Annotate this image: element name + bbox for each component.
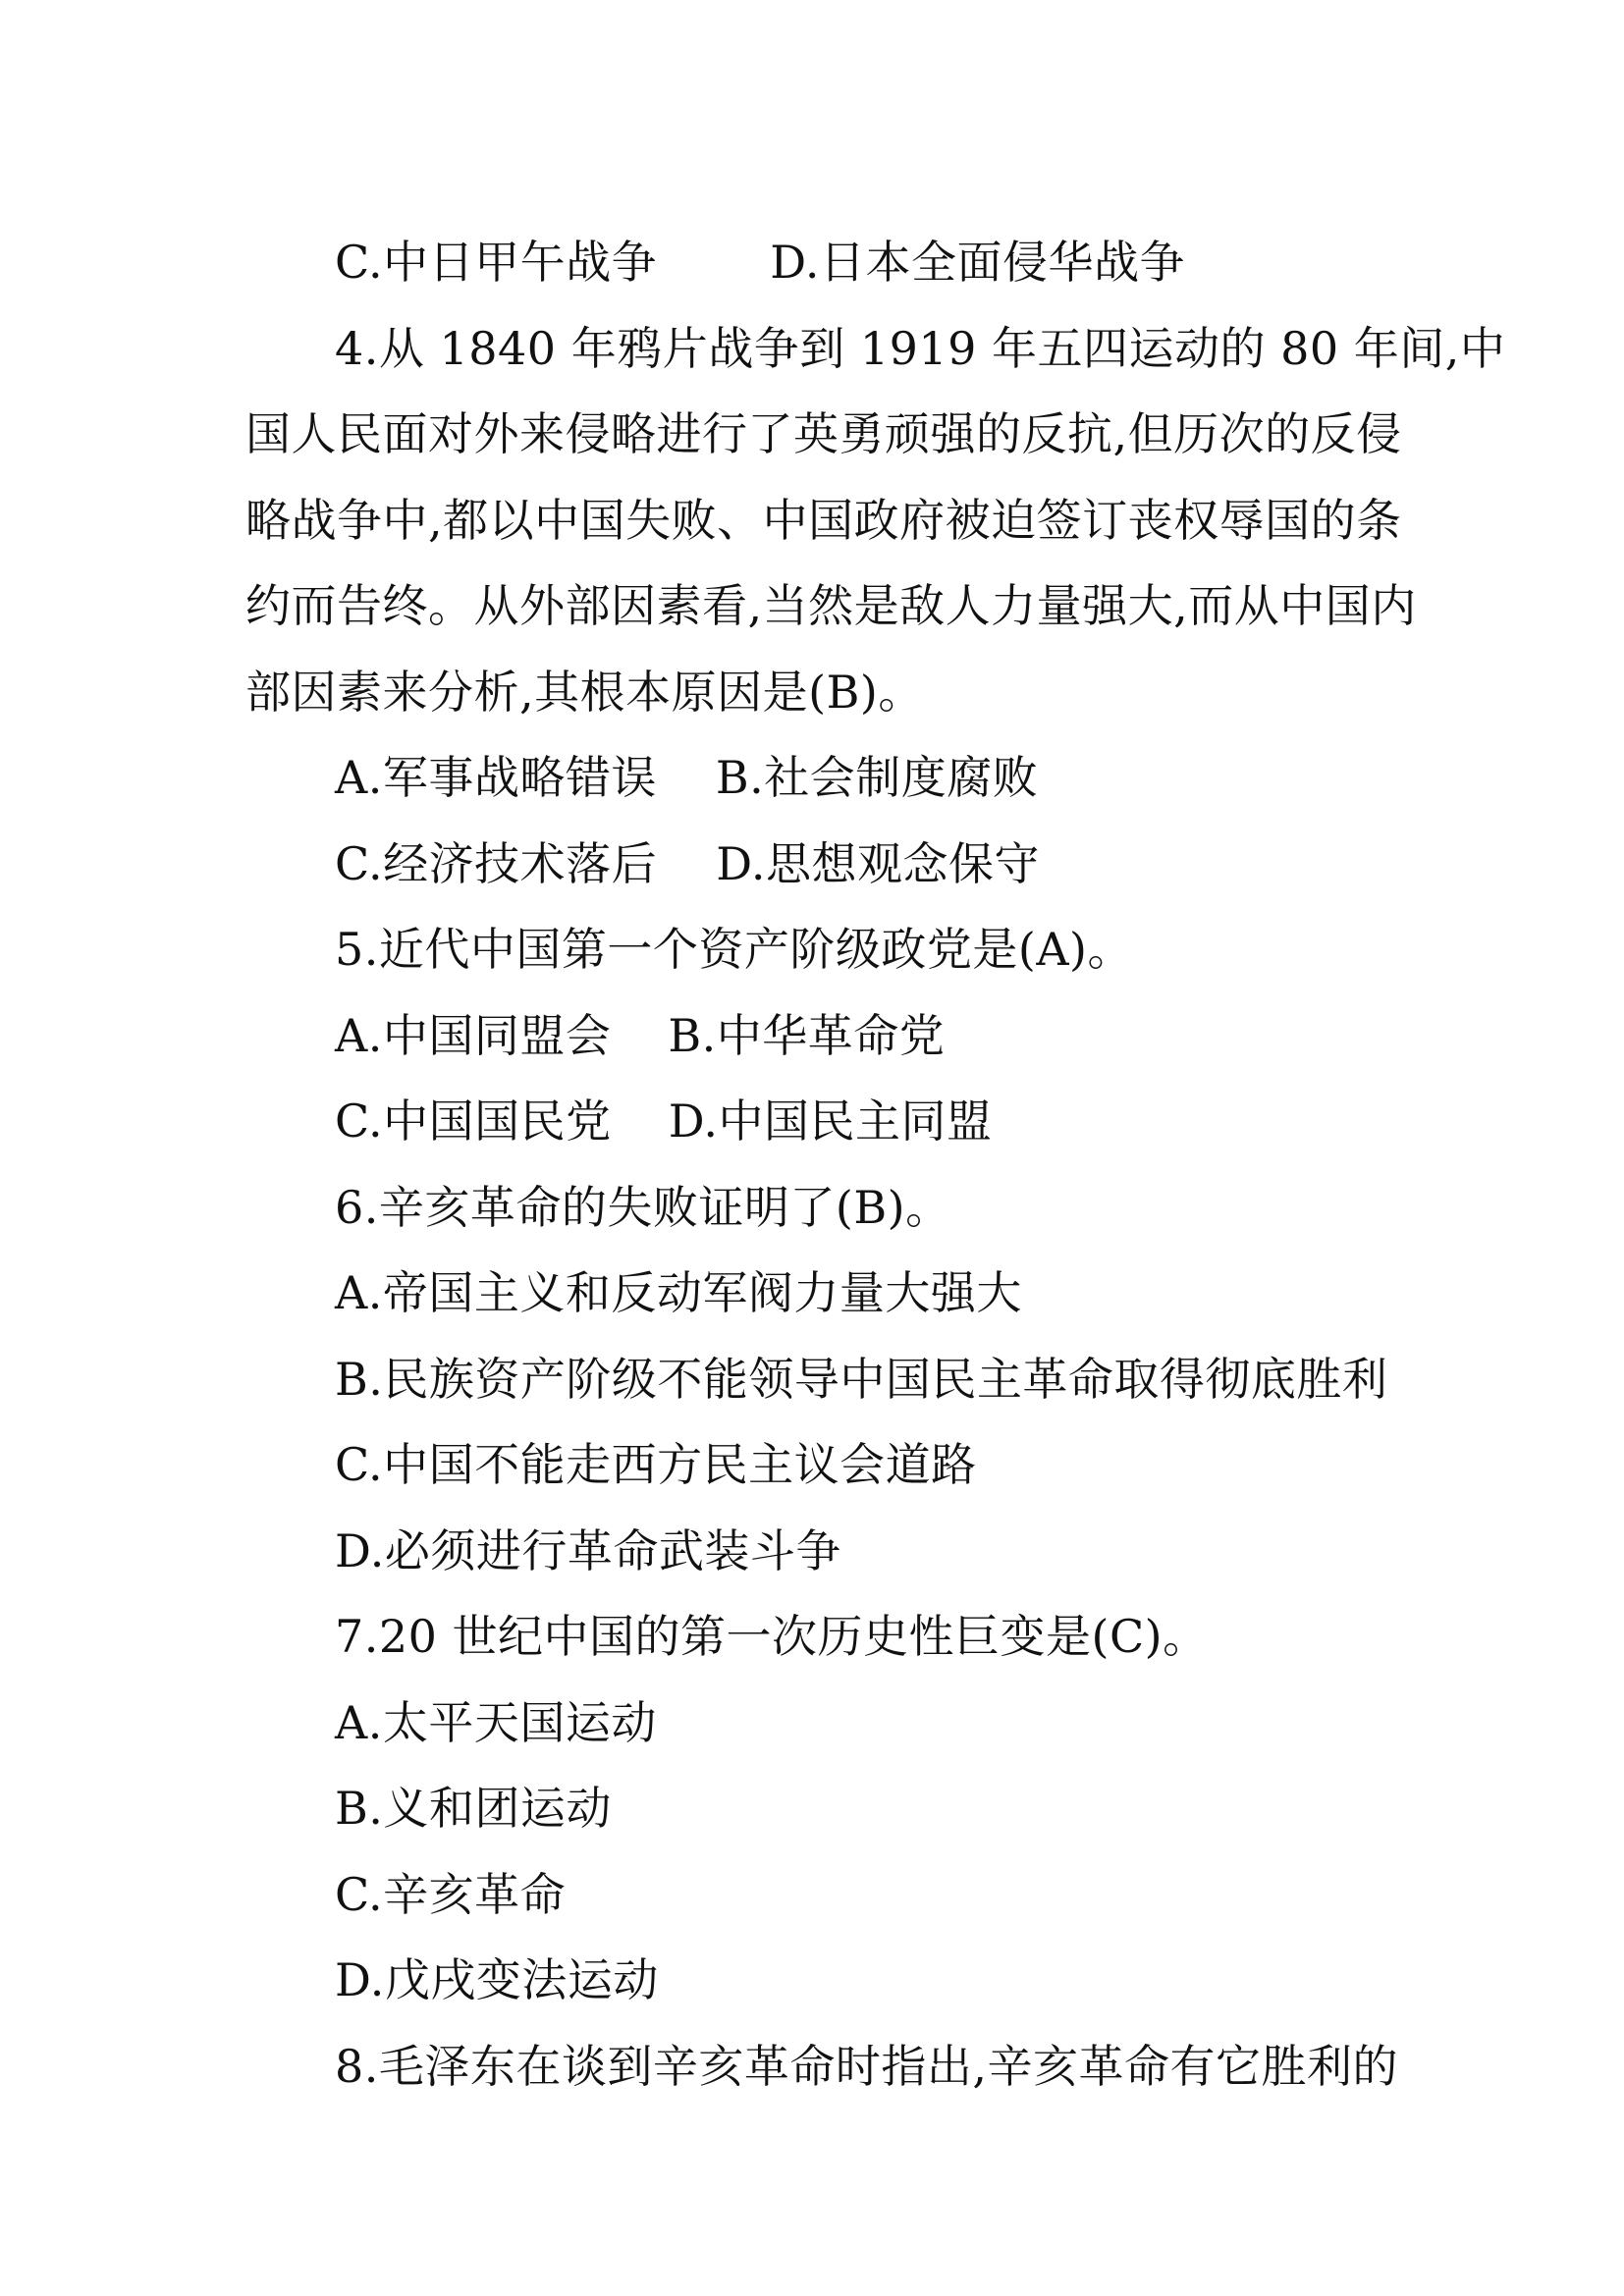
q6-option-d: D.必须进行革命武装斗争	[335, 1523, 841, 1577]
q7-option-c: C.辛亥革命	[335, 1867, 567, 1921]
q3-option-c: C.中日甲午战争	[335, 236, 658, 289]
q4-stem-line-5: 部因素来分析,其根本原因是(B)。	[245, 665, 924, 719]
q4-option-a: A.军事战略错误	[335, 751, 657, 804]
q4-stem	[245, 306, 1506, 736]
q3-option-d: D.日本全面侵华战争	[770, 236, 1186, 289]
q4-stem-line-1: 4.从 1840 年鸦片战争到 1919 年五四运动的 80 年间,中	[335, 321, 1506, 375]
q4-options-row-cd	[245, 822, 1384, 908]
q5-stem: 5.近代中国第一个资产阶级政党是(A)。	[335, 923, 1134, 976]
q7-option-a: A.太平天国运动	[335, 1695, 657, 1749]
q5-option-b: B.中华革命党	[668, 1008, 946, 1062]
q5-options-row-cd	[245, 1079, 1384, 1165]
q4-stem-line-4: 约而告终。从外部因素看,当然是敌人力量强大,而从中国内	[245, 579, 1417, 632]
q5-option-c: C.中国国民党	[335, 1095, 612, 1148]
q5-option-a: A.中国同盟会	[335, 1008, 612, 1062]
q3-options-row-cd	[245, 220, 1384, 306]
q4-stem-line-3: 略战争中,都以中国失败、中国政府被迫签订丧权辱国的条	[245, 493, 1402, 547]
q5-option-d: D.中国民主同盟	[668, 1095, 993, 1148]
q4-option-c: C.经济技术落后	[335, 836, 658, 890]
q7-option-b: B.义和团运动	[335, 1782, 612, 1835]
page-content	[245, 220, 1506, 2109]
q5-options-row-ab	[245, 993, 1384, 1080]
q7-stem: 7.20 世纪中国的第一次历史性巨变是(C)。	[335, 1610, 1209, 1663]
q6-stem: 6.辛亥革命的失败证明了(B)。	[335, 1180, 951, 1234]
q7-option-d: D.戊戌变法运动	[335, 1953, 659, 2006]
q6-option-a: A.帝国主义和反动军阀力量大强大	[335, 1266, 1022, 1319]
q6-option-b: B.民族资产阶级不能领导中国民主革命取得彻底胜利	[335, 1352, 1388, 1406]
q8-stem-line-1: 8.毛泽东在谈到辛亥革命时指出,辛亥革命有它胜利的	[335, 2039, 1399, 2093]
q4-option-b: B.社会制度腐败	[715, 751, 1039, 804]
q4-stem-line-2: 国人民面对外来侵略进行了英勇顽强的反抗,但历次的反侵	[245, 407, 1402, 460]
q6-option-c: C.中国不能走西方民主议会道路	[335, 1438, 977, 1491]
q4-options-row-ab	[245, 735, 1384, 822]
q4-option-d: D.思想观念保守	[716, 836, 1041, 890]
